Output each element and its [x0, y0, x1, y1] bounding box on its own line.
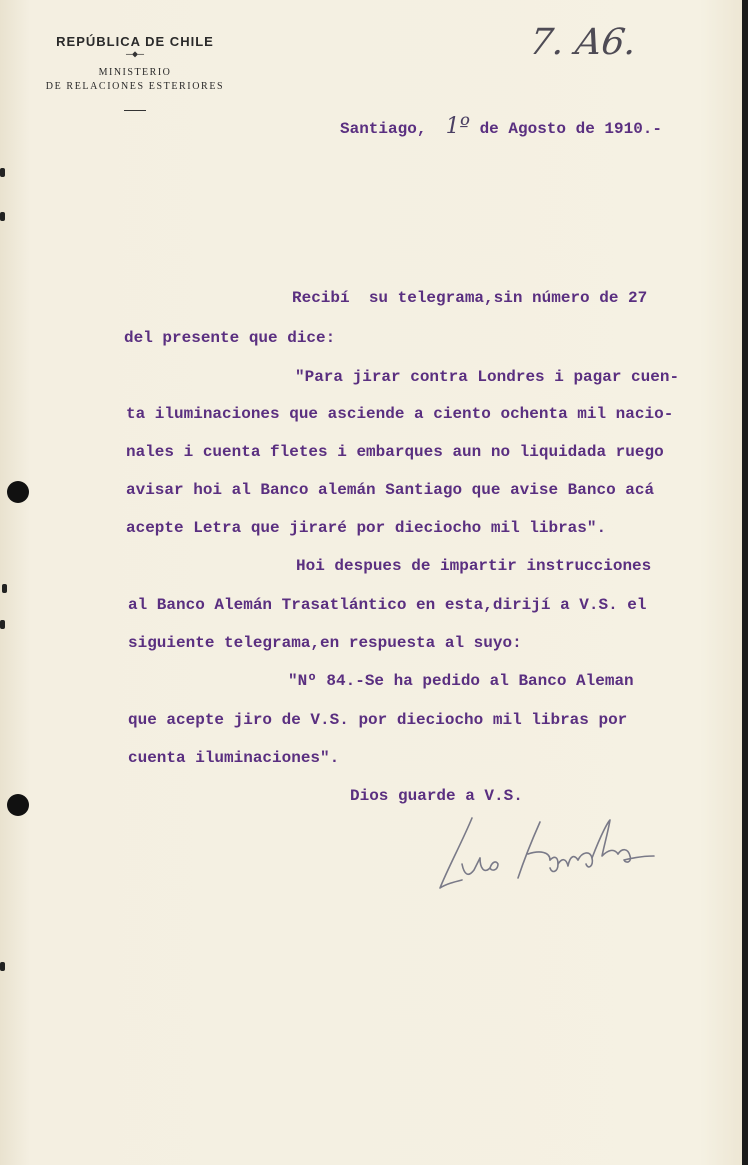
date-line: [340, 114, 662, 139]
body-line: avisar hoi al Banco alemán Santiago que avise Banco acá: [126, 481, 655, 499]
handwritten-reference: 7. A6.: [527, 22, 640, 63]
body-line: Recibí su telegrama,sin número de 27: [292, 289, 648, 307]
body-line: siguiente telegrama,en respuesta al suyo:: [128, 634, 522, 652]
letterhead-country: REPÚBLICA DE CHILE: [56, 34, 214, 49]
body-line: al Banco Alemán Trasatlántico en esta,dirijí a V.S. el: [128, 596, 647, 614]
punch-hole-upper: [7, 481, 29, 503]
letterhead-department: DE RELACIONES ESTERIORES: [45, 81, 225, 92]
letterhead-ministry: MINISTERIO: [98, 67, 172, 78]
edge-mark: [0, 212, 5, 221]
body-line: del presente que dice:: [124, 329, 336, 347]
date-rest: de Agosto de 1910.-: [479, 120, 663, 138]
date-day: 1º: [445, 114, 470, 139]
handwritten-signature: [432, 812, 672, 897]
letterhead-rule: [124, 110, 146, 111]
body-line: ta iluminaciones que asciende a ciento ochenta mil nacio-: [126, 405, 674, 423]
letterhead: [20, 34, 250, 111]
body-line: "Nº 84.-Se ha pedido al Banco Aleman: [288, 672, 634, 690]
edge-mark: [0, 962, 5, 971]
edge-mark: [2, 584, 7, 593]
punch-hole-lower: [7, 794, 29, 816]
edge-mark: [0, 168, 5, 177]
body-line: "Para jirar contra Londres i pagar cuen-: [295, 368, 680, 386]
body-line: cuenta iluminaciones".: [128, 749, 340, 767]
page-edge-shadow: [742, 0, 748, 1165]
body-line: Hoi despues de impartir instrucciones: [296, 557, 652, 575]
closing-line: Dios guarde a V.S.: [350, 787, 523, 805]
body-line: acepte Letra que jiraré por dieciocho mil libras".: [126, 519, 607, 537]
body-line: que acepte jiro de V.S. por dieciocho mil libras por: [128, 711, 628, 729]
body-line: nales i cuenta fletes i embarques aun no liquidada ruego: [126, 443, 664, 461]
date-city: Santiago,: [340, 120, 427, 138]
letterhead-ornament: —◆—: [125, 50, 145, 61]
edge-mark: [0, 620, 5, 629]
